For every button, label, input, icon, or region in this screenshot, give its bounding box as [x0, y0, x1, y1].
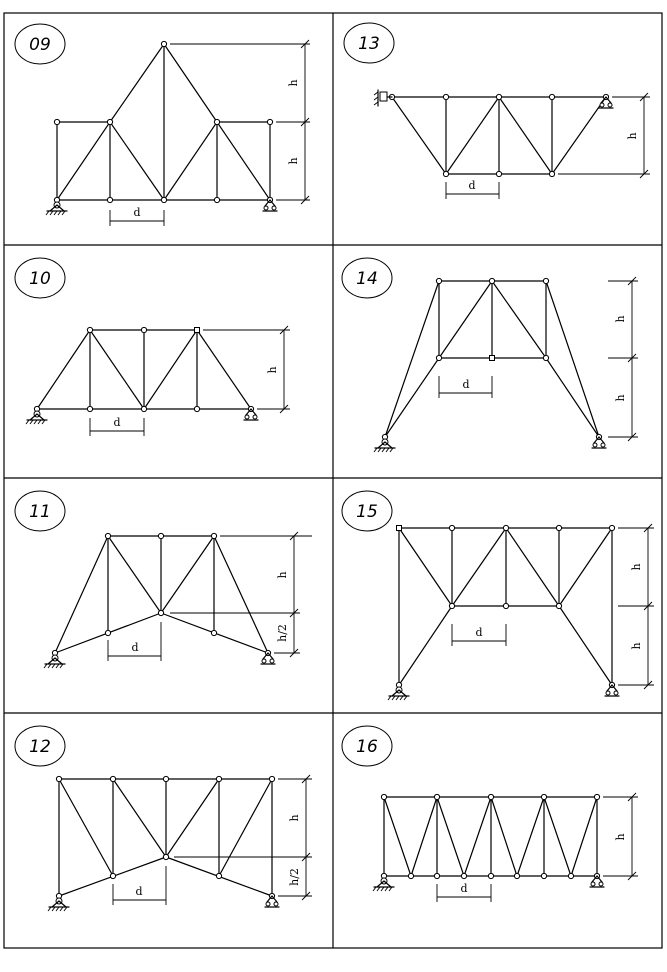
dimension-d	[90, 416, 144, 436]
panel-number-badge	[15, 726, 65, 766]
svg-text:d: d	[135, 885, 143, 898]
panel-number-badge	[15, 24, 65, 64]
svg-text:h: h	[287, 79, 300, 87]
panel-09	[15, 24, 310, 226]
panel-number-badge	[342, 726, 392, 766]
dimension-h-vertical	[603, 793, 638, 880]
svg-text:h: h	[288, 814, 301, 822]
panel-number-badge	[342, 258, 392, 298]
panel-number-badge	[15, 258, 65, 298]
pin-support-icon	[388, 687, 409, 700]
svg-text:h: h	[276, 571, 289, 579]
svg-text:h: h	[614, 833, 627, 841]
panel-11	[15, 491, 312, 668]
dimension-d	[108, 622, 161, 661]
svg-text:h/2: h/2	[276, 624, 289, 642]
svg-text:16: 16	[356, 737, 378, 757]
panel-10	[15, 258, 290, 436]
svg-text:14: 14	[356, 269, 378, 289]
truss-members	[59, 779, 272, 896]
dimension-h-vertical	[608, 277, 638, 441]
truss-members	[384, 797, 597, 876]
pin-support-icon	[374, 439, 395, 452]
svg-text:h: h	[626, 132, 639, 140]
svg-text:d: d	[475, 626, 483, 639]
svg-text:10: 10	[29, 269, 51, 289]
svg-text:h: h	[630, 642, 643, 650]
svg-text:13: 13	[358, 34, 380, 54]
svg-text:11: 11	[29, 502, 51, 522]
pin-support-icon	[373, 878, 394, 891]
svg-text:d: d	[131, 641, 139, 654]
svg-text:09: 09	[29, 35, 51, 55]
truss-members	[392, 97, 606, 174]
truss-members	[55, 536, 268, 653]
panel-14	[342, 258, 638, 452]
panel-number-badge	[344, 23, 394, 63]
svg-text:h: h	[287, 157, 300, 165]
dimension-d	[110, 206, 164, 226]
svg-text:h: h	[614, 394, 627, 402]
panel-12	[15, 726, 312, 911]
svg-text:h: h	[266, 366, 279, 374]
dimension-h-vertical	[618, 524, 654, 689]
panel-number-badge	[15, 491, 65, 531]
truss-members	[57, 44, 270, 200]
svg-text:d: d	[468, 179, 476, 192]
panel-16	[342, 726, 638, 902]
dimension-h-vertical	[174, 775, 312, 900]
dimension-d	[446, 179, 499, 199]
dimension-d	[113, 866, 166, 905]
svg-text:15: 15	[356, 502, 378, 522]
panel-13	[344, 23, 650, 199]
svg-text:d: d	[113, 416, 121, 429]
dimension-d	[439, 376, 492, 398]
svg-text:h: h	[614, 315, 627, 323]
svg-text:h: h	[630, 563, 643, 571]
svg-text:d: d	[460, 882, 468, 895]
pin-support-icon	[26, 411, 47, 424]
svg-text:12: 12	[29, 737, 51, 757]
svg-text:h/2: h/2	[288, 868, 301, 886]
dimension-d	[452, 624, 506, 646]
panel-number-badge	[342, 491, 392, 531]
svg-text:d: d	[462, 378, 470, 391]
pin-support-icon	[48, 898, 69, 911]
pin-support-icon	[46, 202, 67, 215]
dimension-d	[437, 882, 491, 902]
dimension-h-vertical	[203, 326, 290, 413]
svg-text:d: d	[133, 206, 141, 219]
panel-15	[342, 491, 654, 700]
pin-support-icon	[44, 655, 65, 668]
truss-members	[37, 330, 251, 409]
